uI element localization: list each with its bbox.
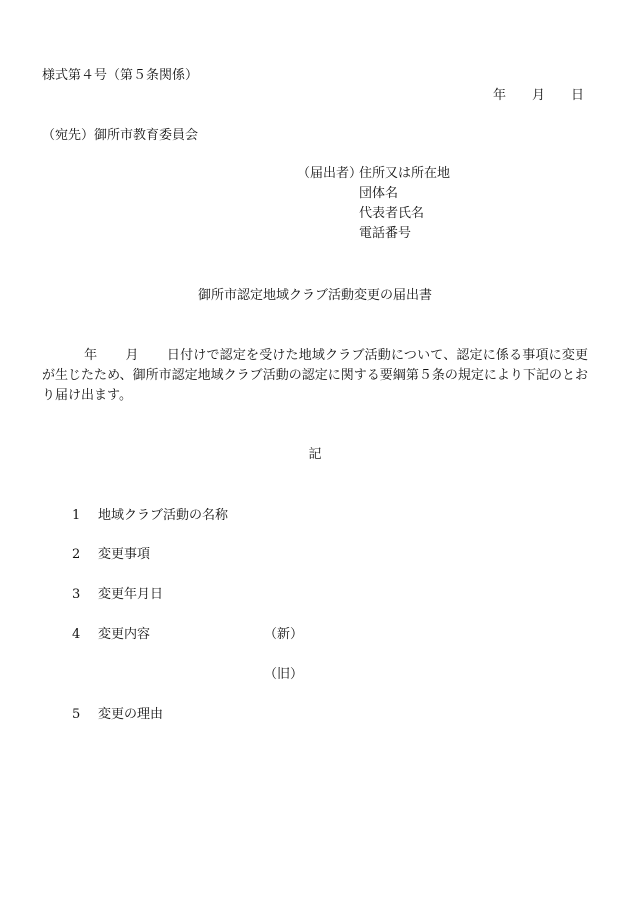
item-club-name bbox=[72, 508, 228, 524]
form-number: 様式第４号（第５条関係） bbox=[42, 68, 199, 83]
date-day-label: 日 bbox=[570, 88, 584, 103]
date-month-label: 月 bbox=[531, 88, 545, 103]
submitter-fields bbox=[359, 166, 450, 246]
submitter-field-representative: 代表者氏名 bbox=[359, 206, 425, 221]
addressee: （宛先）御所市教育委員会 bbox=[42, 128, 199, 143]
document-title: 御所市認定地域クラブ活動変更の届出書 bbox=[197, 288, 432, 303]
submitter-field-group-name: 団体名 bbox=[359, 186, 399, 201]
item-label: 変更内容 bbox=[98, 627, 151, 642]
item-number: 2 bbox=[72, 547, 81, 562]
change-new-label: （新） bbox=[264, 627, 304, 642]
date-line bbox=[493, 88, 584, 104]
item-label: 変更年月日 bbox=[98, 587, 164, 602]
submitter-field-address: 住所又は所在地 bbox=[359, 166, 451, 181]
item-number: 5 bbox=[72, 707, 81, 722]
ki-marker: 記 bbox=[308, 447, 322, 462]
item-label: 地域クラブ活動の名称 bbox=[98, 508, 229, 523]
body-year-label: 年 bbox=[84, 348, 98, 363]
item-label: 変更の理由 bbox=[98, 707, 164, 722]
item-change-content bbox=[72, 627, 150, 643]
submitter-field-phone: 電話番号 bbox=[359, 226, 412, 241]
change-old-label: （旧） bbox=[264, 667, 304, 682]
body-paragraph bbox=[42, 346, 588, 406]
item-change-reason bbox=[72, 707, 163, 723]
submitter-label: （届出者） bbox=[297, 166, 363, 181]
item-number: 3 bbox=[72, 587, 81, 602]
item-label: 変更事項 bbox=[98, 547, 151, 562]
item-number: 4 bbox=[72, 627, 81, 642]
body-month-label: 月 bbox=[125, 348, 139, 363]
item-change-matter bbox=[72, 547, 150, 563]
date-year-label: 年 bbox=[492, 88, 506, 103]
item-change-date bbox=[72, 587, 163, 603]
body-text: 日付けで認定を受けた地域クラブ活動について、認定に係る事項に変更が生じたため、御所市認定地域クラブ活動の認定に関する要綱第５条の規定により下記のとおり届け出ます。 bbox=[42, 348, 588, 403]
item-number: 1 bbox=[72, 508, 81, 523]
